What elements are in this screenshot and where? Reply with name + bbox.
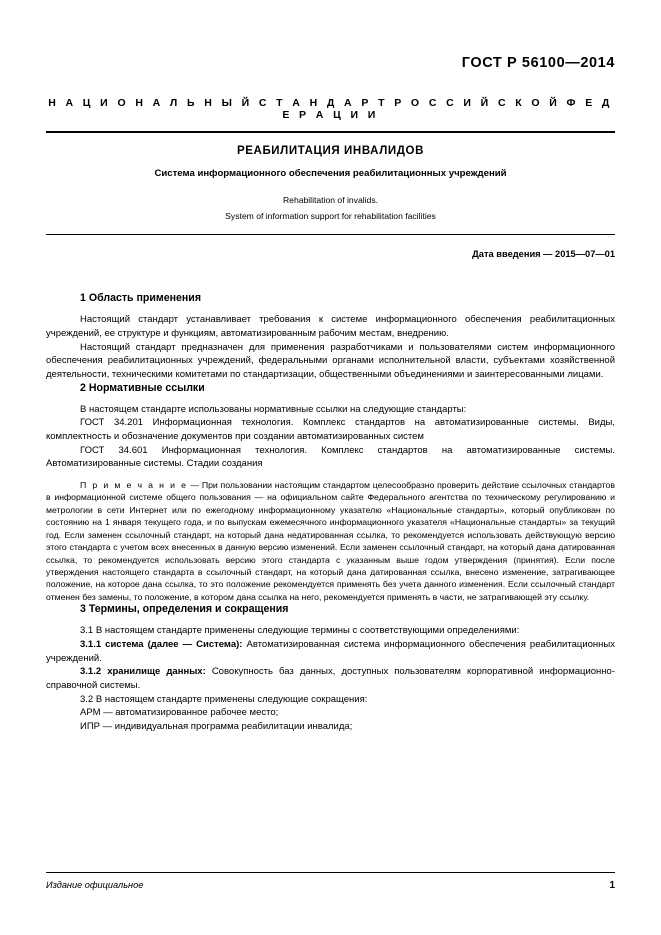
abbreviation-arm: АРМ — автоматизированное рабочее место; [80, 707, 279, 719]
page-footer [46, 872, 615, 891]
term-3-1-2-definition: Совокупность баз данных, доступных пользователям корпоративной информационно-справочной системы. [46, 666, 615, 691]
english-title-line-2: System of information support for rehabilitation facilities [225, 210, 436, 221]
section-3-paragraph-2: 3.2 В настоящем стандарте применены следующие сокращения: [80, 693, 368, 705]
term-3-1-2 [46, 665, 615, 692]
term-3-1-1 [46, 638, 615, 665]
term-3-1-1-definition: Автоматизированная система информационного обеспечения реабилитационных учреждений. [46, 638, 615, 664]
section-1-paragraph-2: Настоящий стандарт предназначен для применения разработчиками и пользователями систем информационного обеспечения реабилитационных учреждений, федеральными органами исполнительной власти, субъектами хозяйственной деятельности, техническими комитетами по стандартизации, общественными объединениями и заинтересованными лицами. [46, 341, 615, 380]
section-2-reference-34601: ГОСТ 34.601 Информационная технология. Комплекс стандартов на автоматизированные системы. Автоматизированные системы. Стадии создания [46, 444, 615, 470]
national-standard-heading: Н А Ц И О Н А Л Ь Н Ы Й С Т А Н Д А Р Т Р О С С И Й С К О Й Ф Е Д Е Р А Ц И И [48, 97, 613, 121]
official-edition-label: Издание официальное [46, 880, 144, 890]
document-body [46, 292, 615, 733]
page-number: 1 [609, 880, 615, 891]
note-text: — При пользовании настоящим стандартом целесообразно проверить действие ссылочных стандартов в информационной системе общего пользования — на официальном сайте Федерального агентства по техническому регулированию и метрологии в сети Интернет или по ежегодному информационному указателю «Национальные стандарты», который опубликован по состоянию на 1 января текущего года, и по выпускам ежемесячного информационного указателя «Национальные стандарты» за текущий год. Если заменен ссылочный стандарт, на который дана недатированная ссылка, то рекомендуется использовать действующую версию этого стандарта с учетом всех внесенных в данную версию изменений. Если заменен ссылочный стандарт, на который дана датированная ссылка, то рекомендуется использовать версию этого стандарта с указанным выше годом утверждения (принятия). Если после утверждения настоящего стандарта в ссылочный стандарт, на который дана датированная ссылка, внесено изменение, затрагивающее положение, на которое дана ссылка, то это положение рекомендуется применять без учета данного изменения. Если ссылочный стандарт отменен без замены, то положение, в котором дана ссылка на него, рекомендуется применять в части, не затрагивающей эту ссылку. [46, 479, 615, 602]
section-heading-1: 1 Область применения [80, 292, 202, 305]
gost-number: ГОСТ Р 56100—2014 [461, 55, 615, 71]
footer-divider [46, 872, 615, 873]
header-divider-top [46, 131, 615, 133]
introduction-date: Дата введения — 2015—07—01 [472, 249, 615, 260]
section-2-paragraph-1: В настоящем стандарте использованы нормативные ссылки на следующие стандарты: [80, 403, 467, 415]
section-heading-3: 3 Термины, определения и сокращения [80, 603, 289, 616]
section-2-reference-34201: ГОСТ 34.201 Информационная технология. Комплекс стандартов на автоматизированные системы. Виды, комплектность и обозначение документов при создании автоматизированных систем [46, 417, 615, 442]
page-subtitle: Система информационного обеспечения реабилитационных учреждений [154, 168, 507, 179]
footer-row [46, 880, 615, 891]
section-2-note [46, 479, 615, 603]
term-3-1-1-label: 3.1.1 система (далее — Система): [80, 638, 243, 650]
header-divider-bottom [46, 234, 615, 235]
abbreviation-ipr: ИПР — индивидуальная программа реабилитации инвалида; [80, 720, 353, 732]
term-3-1-2-label: 3.1.2 хранилище данных: [80, 666, 206, 678]
section-3-paragraph-1: 3.1 В настоящем стандарте применены следующие термины с соответствующими определениями: [80, 625, 520, 637]
page-title: РЕАБИЛИТАЦИЯ ИНВАЛИДОВ [237, 145, 424, 157]
note-label: П р и м е ч а н и е [80, 479, 188, 490]
section-heading-2: 2 Нормативные ссылки [80, 381, 205, 394]
section-1-paragraph-1: Настоящий стандарт устанавливает требования к системе информационного обеспечения реабилитационных учреждений, ее структуре и функциям, автоматизированным рабочим местам, внедрению. [46, 314, 615, 339]
english-title-line-1: Rehabilitation of invalids. [282, 195, 379, 205]
